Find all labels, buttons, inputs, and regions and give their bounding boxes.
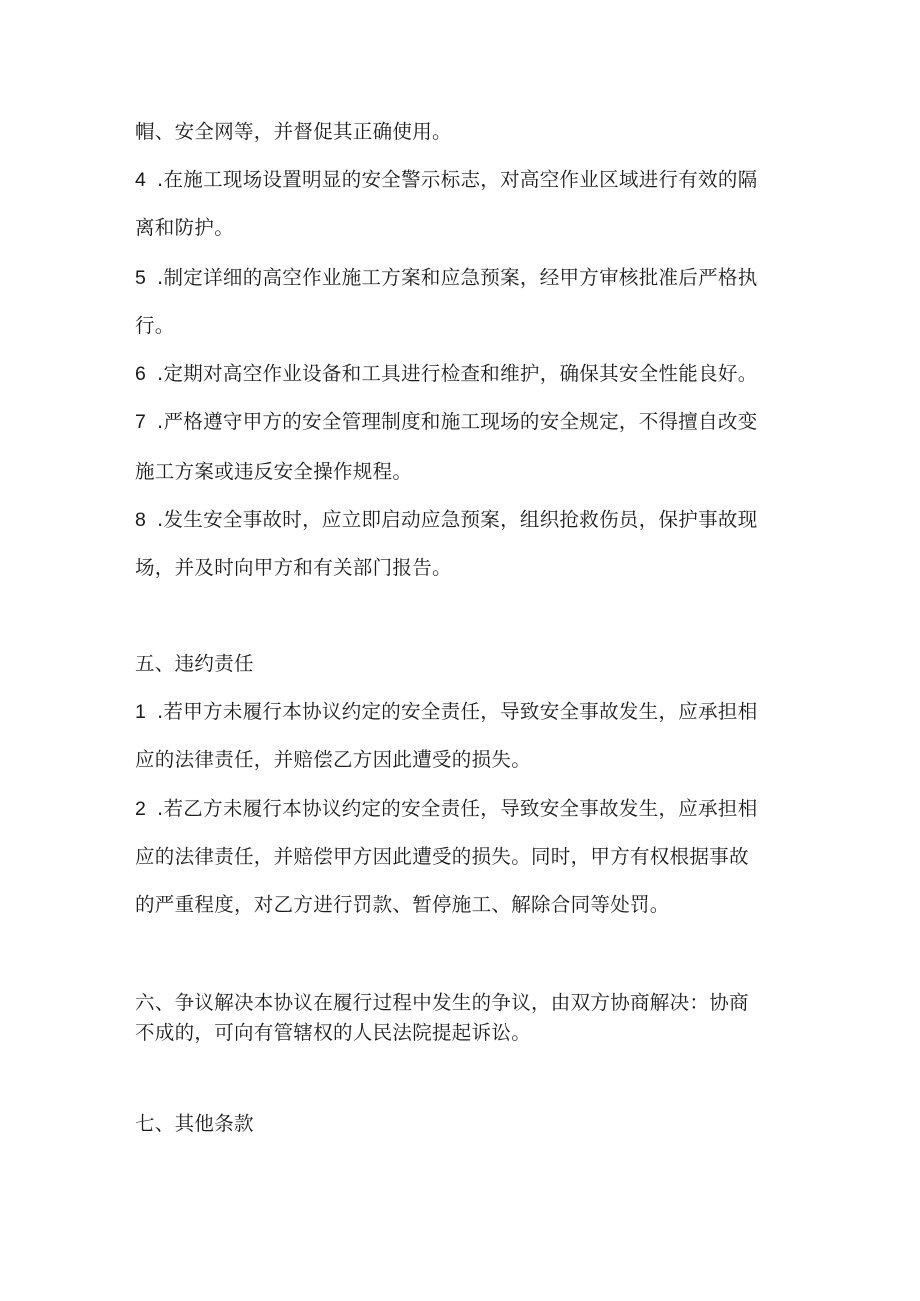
item-number: 5 bbox=[135, 267, 147, 289]
item-8-continuation: 场，并及时向甲方和有关部门报告。 bbox=[135, 556, 452, 579]
section-5-item-2 bbox=[135, 797, 758, 821]
item-5-continuation: 行。 bbox=[135, 314, 175, 337]
item-number: 8 bbox=[135, 509, 147, 531]
section-6-line-1: 六、争议解决本协议在履行过程中发生的争议，由双方协商解决：协商 bbox=[135, 991, 749, 1014]
section-5-item-2-continuation-2: 的严重程度，对乙方进行罚款、暂停施工、解除合同等处罚。 bbox=[135, 893, 670, 916]
list-item-4 bbox=[135, 168, 758, 192]
item-7-continuation: 施工方案或违反安全操作规程。 bbox=[135, 460, 413, 483]
item-4-continuation: 离和防护。 bbox=[135, 216, 235, 239]
item-number: 6 bbox=[135, 363, 147, 385]
item-number: 4 bbox=[135, 169, 147, 191]
carryover-line: 帽、安全网等，并督促其正确使用。 bbox=[135, 120, 452, 143]
list-item-7 bbox=[135, 410, 758, 434]
section-5-item-1 bbox=[135, 700, 758, 724]
list-item-5 bbox=[135, 266, 758, 290]
item-text: .若甲方未履行本协议约定的安全责任，导致安全事故发生，应承担相 bbox=[157, 700, 758, 723]
item-text: .严格遵守甲方的安全管理制度和施工现场的安全规定，不得擅自改变 bbox=[157, 410, 758, 433]
item-text: .若乙方未履行本协议约定的安全责任，导致安全事故发生，应承担相 bbox=[157, 797, 758, 820]
section-5-item-2-continuation: 应的法律责任，并赔偿甲方因此遭受的损失。同时，甲方有权根据事故 bbox=[135, 845, 749, 868]
item-text: .制定详细的高空作业施工方案和应急预案，经甲方审核批准后严格执 bbox=[157, 266, 758, 289]
item-text: .定期对高空作业设备和工具进行检查和维护，确保其安全性能良好。 bbox=[157, 362, 758, 385]
section-5-heading: 五、违约责任 bbox=[135, 652, 254, 675]
item-text: .发生安全事故时，应立即启动应急预案，组织抢救伤员，保护事故现 bbox=[157, 508, 758, 531]
section-5-item-1-continuation: 应的法律责任，并赔偿乙方因此遭受的损失。 bbox=[135, 748, 532, 771]
list-item-6 bbox=[135, 362, 758, 386]
item-number: 1 bbox=[135, 701, 147, 723]
item-number: 7 bbox=[135, 411, 147, 433]
section-6-line-2: 不成的，可向有管辖权的人民法院提起诉讼。 bbox=[135, 1021, 532, 1044]
list-item-8 bbox=[135, 508, 758, 532]
section-7-heading: 七、其他条款 bbox=[135, 1112, 254, 1135]
item-text: .在施工现场设置明显的安全警示标志，对高空作业区域进行有效的隔 bbox=[157, 168, 758, 191]
item-number: 2 bbox=[135, 798, 147, 820]
